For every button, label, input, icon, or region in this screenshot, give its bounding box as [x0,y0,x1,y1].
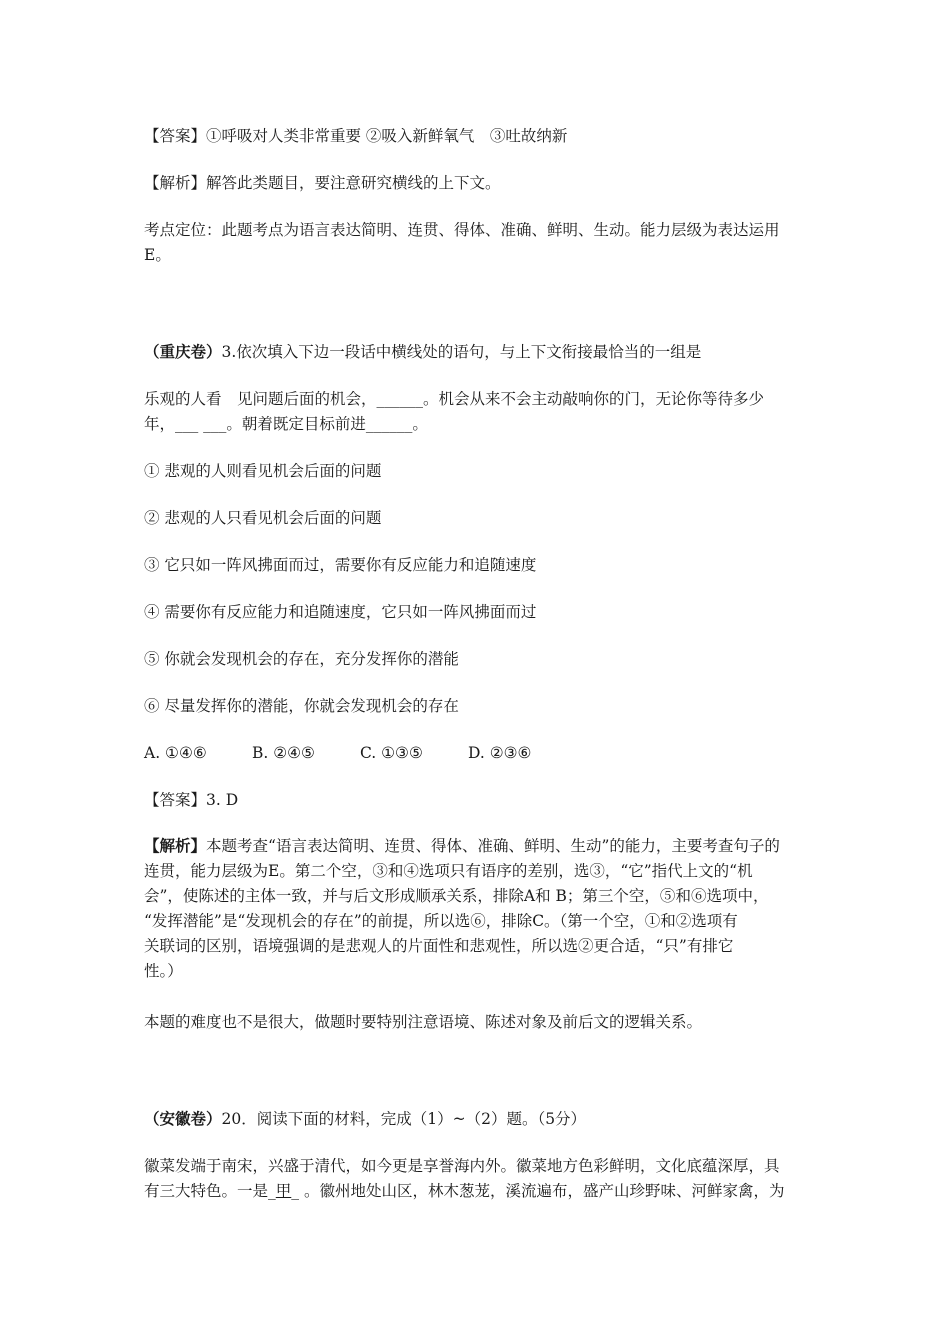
analysis-3-paragraph [144,833,810,984]
analysis-3-line-3: 会”，使陈述的主体一致，并与后文形成顺承关系，排除A和 B；第三个空，⑤和⑥选项中， [144,887,769,905]
answer-line-1: 【答案】①呼吸对人类非常重要 ②吸入新鲜氧气 ③吐故纳新 [144,127,568,145]
question-20-heading [144,1108,586,1130]
question-20-source: （安徽卷） [144,1109,222,1128]
choice-a: A. ①④⑥ [144,744,207,762]
choices-row [144,742,531,764]
analysis-line-1: 【解析】解答此类题目，要注意研究横线的上下文。 [144,174,501,192]
passage-20-line-2: 有三大特色。一是_甲_ 。徽州地处山区，林木葱茏，溪流遍布，盛产山珍野味、河鲜家禽，为 [144,1182,785,1200]
choice-c: C. ①③⑤ [360,744,423,762]
option-4: ④ 需要你有反应能力和追随速度，它只如一阵风拂面而过 [144,603,537,621]
option-5: ⑤ 你就会发现机会的存在，充分发挥你的潜能 [144,650,459,668]
analysis-3-line-1: 【解析】本题考查“语言表达简明、连贯、得体、准确、鲜明、生动”的能力，主要考查句子的 [144,836,780,855]
question-3-text: 3.依次填入下边一段话中横线处的语句，与上下文衔接最恰当的一组是 [221,343,702,361]
choice-d: D. ②③⑥ [468,744,532,762]
analysis-3-line-4: “发挥潜能”是“发现机会的存在”的前提，所以选⑥，排除C。（第一个空，①和②选项有 [144,912,738,930]
option-6: ⑥ 尽量发挥你的潜能，你就会发现机会的存在 [144,697,459,715]
passage-3-line-1: 乐观的人看 见问题后面的机会，______。机会从来不会主动敲响你的门，无论你等待多少 [144,390,765,408]
option-1: ① 悲观的人则看见机会后面的问题 [144,462,382,480]
question-3-source: （重庆卷） [144,342,222,361]
question-20-text: 20．阅读下面的材料，完成（1）~（2）题。（5分） [221,1110,587,1128]
analysis-3-label: 【解析】 [144,836,207,855]
answer-line-3: 【答案】3. D [144,791,239,809]
blank-jia: 甲 [275,1182,292,1200]
passage-3-line-2: 年，___ ___。朝着既定目标前进______。 [144,415,428,433]
choice-b: B. ②④⑤ [252,744,315,762]
option-3: ③ 它只如一阵风拂面而过，需要你有反应能力和追随速度 [144,556,537,574]
analysis-3-line-6: 性。） [144,962,183,980]
kaodian-line-1: 考点定位：此题考点为语言表达简明、连贯、得体、准确、鲜明、生动。能力层级为表达运用 [144,221,780,239]
kaodian-line-2: E。 [144,246,171,264]
passage-20-line-1: 徽菜发端于南宋，兴盛于清代，如今更是享誉海内外。徽菜地方色彩鲜明，文化底蕴深厚，具 [144,1157,780,1175]
option-2: ② 悲观的人只看见机会后面的问题 [144,509,382,527]
question-3-heading [144,341,701,363]
difficulty-note: 本题的难度也不是很大，做题时要特别注意语境、陈述对象及前后文的逻辑关系。 [144,1013,703,1031]
analysis-3-line-5: 关联词的区别，语境强调的是悲观人的片面性和悲观性，所以选②更合适，“只”有排它 [144,937,734,955]
analysis-3-line-2: 连贯，能力层级为E。第二个空，③和④选项只有语序的差别，选③，“它”指代上文的“机 [144,862,753,880]
